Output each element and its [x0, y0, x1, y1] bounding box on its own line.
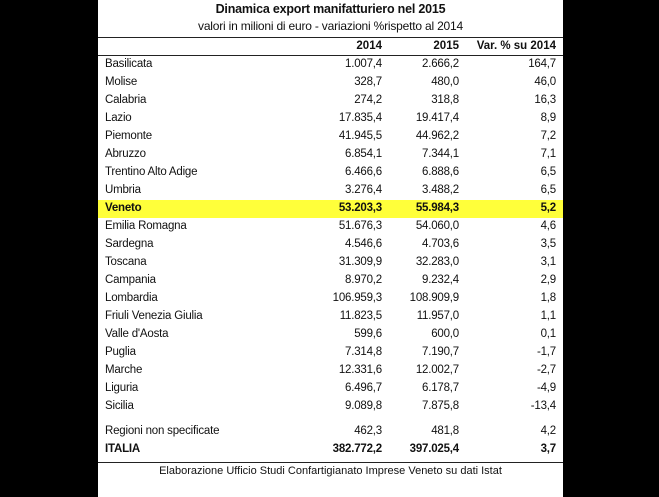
- region-cell: Basilicata: [105, 58, 153, 70]
- value-2014-cell: 4.546,6: [345, 238, 382, 250]
- value-2014-cell: 9.089,8: [345, 400, 382, 412]
- region-cell: Campania: [105, 274, 156, 286]
- variation-cell: 3,1: [540, 256, 556, 268]
- value-2014-cell: 599,6: [354, 328, 382, 340]
- value-2015-cell: 2.666,2: [422, 58, 459, 70]
- table-row: [98, 128, 563, 146]
- table-title: Dinamica export manifatturiero nel 2015: [215, 2, 446, 16]
- value-2014-cell: 6.496,7: [345, 382, 382, 394]
- table-row: [98, 92, 563, 110]
- region-cell: Calabria: [105, 94, 147, 106]
- value-2015-cell: 318,8: [431, 94, 459, 106]
- region-cell: Lazio: [105, 112, 132, 124]
- table-row: [98, 74, 563, 92]
- value-2015-cell: 12.002,7: [415, 364, 459, 376]
- table-row: [98, 290, 563, 308]
- variation-cell: 1,8: [540, 292, 556, 304]
- table-row: [98, 326, 563, 344]
- variation-cell: 7,1: [540, 148, 556, 160]
- value-2015-cell: 7.344,1: [422, 148, 459, 160]
- value-2014-cell: 51.676,3: [338, 220, 382, 232]
- value-2015-cell: 54.060,0: [415, 220, 459, 232]
- region-cell: Trentino Alto Adige: [105, 166, 198, 178]
- variation-cell: 2,9: [540, 274, 556, 286]
- value-2014-cell: 8.970,2: [345, 274, 382, 286]
- value-2015-cell: 9.232,4: [422, 274, 459, 286]
- region-cell: Toscana: [105, 256, 147, 268]
- region-cell: Puglia: [105, 346, 136, 358]
- value-2014-cell: 382.772,2: [332, 443, 382, 455]
- region-cell: Valle d'Aosta: [105, 328, 169, 340]
- value-2015-cell: 108.909,9: [409, 292, 459, 304]
- table-header: [98, 37, 563, 56]
- region-cell: Emilia Romagna: [105, 220, 187, 232]
- table-row: [98, 146, 563, 164]
- table-row: [98, 56, 563, 74]
- value-2015-cell: 55.984,3: [415, 202, 459, 214]
- value-2014-cell: 7.314,8: [345, 346, 382, 358]
- table-row: [98, 254, 563, 272]
- value-2015-cell: 32.283,0: [415, 256, 459, 268]
- variation-cell: 0,1: [540, 328, 556, 340]
- region-cell: Friuli Venezia Giulia: [105, 310, 203, 322]
- value-2015-cell: 7.875,8: [422, 400, 459, 412]
- variation-cell: -4,9: [536, 382, 556, 394]
- region-cell: Lombardia: [105, 292, 158, 304]
- value-2015-cell: 481,8: [431, 425, 459, 437]
- region-cell: Marche: [105, 364, 143, 376]
- variation-cell: -2,7: [536, 364, 556, 376]
- table-row: [98, 164, 563, 182]
- value-2015-cell: 600,0: [431, 328, 459, 340]
- source-footnote: Elaborazione Ufficio Studi Confartigianato Imprese Veneto su dati Istat: [98, 462, 563, 483]
- variation-cell: 4,6: [540, 220, 556, 232]
- table-row: [98, 344, 563, 362]
- variation-cell: 4,2: [540, 425, 556, 437]
- table-row: [98, 272, 563, 290]
- region-cell: Abruzzo: [105, 148, 146, 160]
- value-2014-cell: 41.945,5: [338, 130, 382, 142]
- region-cell: Veneto: [105, 202, 142, 214]
- variation-cell: 46,0: [534, 76, 556, 88]
- variation-cell: 3,5: [540, 238, 556, 250]
- value-2015-cell: 44.962,2: [415, 130, 459, 142]
- value-2015-cell: 19.417,4: [415, 112, 459, 124]
- variation-cell: 164,7: [528, 58, 556, 70]
- region-cell: Liguria: [105, 382, 139, 394]
- value-2015-cell: 7.190,7: [422, 346, 459, 358]
- variation-cell: 6,5: [540, 184, 556, 196]
- value-2014-cell: 6.854,1: [345, 148, 382, 160]
- value-2014-cell: 1.007,4: [345, 58, 382, 70]
- value-2014-cell: 3.276,4: [345, 184, 382, 196]
- variation-cell: 7,2: [540, 130, 556, 142]
- value-2015-cell: 3.488,2: [422, 184, 459, 196]
- value-2014-cell: 31.309,9: [338, 256, 382, 268]
- region-cell: Molise: [105, 76, 138, 88]
- value-2014-cell: 106.959,3: [332, 292, 382, 304]
- value-2015-cell: 4.703,6: [422, 238, 459, 250]
- table-row: [98, 236, 563, 254]
- value-2014-cell: 17.835,4: [338, 112, 382, 124]
- table-row: [98, 182, 563, 200]
- row-total: [98, 441, 563, 459]
- table-row: [98, 200, 563, 218]
- table-row: [98, 398, 563, 416]
- value-2014-cell: 328,7: [354, 76, 382, 88]
- region-cell: Piemonte: [105, 130, 152, 142]
- value-2015-cell: 6.178,7: [422, 382, 459, 394]
- table-sheet: [98, 0, 563, 497]
- region-cell: Sardegna: [105, 238, 154, 250]
- region-cell: Sicilia: [105, 400, 134, 412]
- value-2015-cell: 6.888,6: [422, 166, 459, 178]
- value-2014-cell: 274,2: [354, 94, 382, 106]
- value-2014-cell: 53.203,3: [338, 202, 382, 214]
- value-2014-cell: 12.331,6: [338, 364, 382, 376]
- row-unspecified: [98, 423, 563, 441]
- variation-cell: 16,3: [534, 94, 556, 106]
- table-row: [98, 308, 563, 326]
- value-2015-cell: 397.025,4: [409, 443, 459, 455]
- variation-cell: 6,5: [540, 166, 556, 178]
- variation-cell: -13,4: [530, 400, 556, 412]
- table-row: [98, 110, 563, 128]
- value-2014-cell: 11.823,5: [339, 310, 382, 322]
- header-2014: 2014: [356, 40, 382, 52]
- header-2015: 2015: [433, 40, 459, 52]
- table-subtitle: valori in milioni di euro - variazioni %rispetto al 2014: [198, 19, 463, 33]
- value-2014-cell: 6.466,6: [345, 166, 382, 178]
- header-variation: Var. % su 2014: [476, 40, 556, 52]
- variation-cell: 3,7: [540, 443, 556, 455]
- variation-cell: 5,2: [540, 202, 556, 214]
- variation-cell: 1,1: [540, 310, 556, 322]
- table-row: [98, 380, 563, 398]
- variation-cell: -1,7: [536, 346, 556, 358]
- region-cell: Umbria: [105, 184, 141, 196]
- value-2015-cell: 11.957,0: [416, 310, 459, 322]
- table-row: [98, 218, 563, 236]
- region-cell: ITALIA: [105, 443, 140, 455]
- table-row: [98, 362, 563, 380]
- variation-cell: 8,9: [540, 112, 556, 124]
- value-2014-cell: 462,3: [354, 425, 382, 437]
- region-cell: Regioni non specificate: [105, 425, 220, 437]
- value-2015-cell: 480,0: [431, 76, 459, 88]
